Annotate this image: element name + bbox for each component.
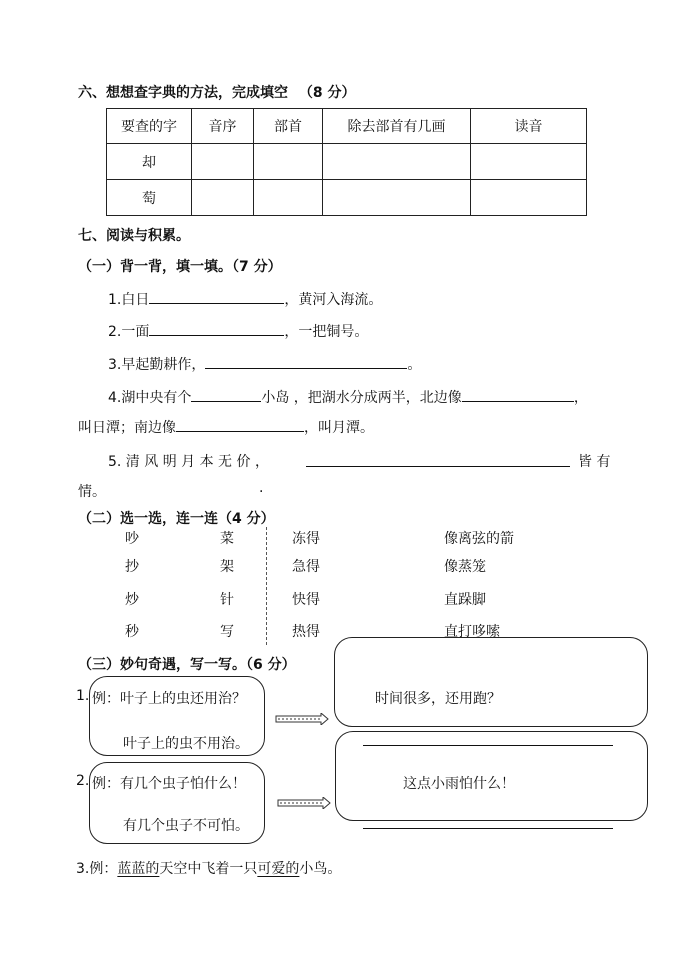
match-col2-item[interactable]: 菜 [220, 531, 234, 547]
q4-blank-2[interactable] [462, 386, 574, 402]
match-col4-item[interactable]: 直跺脚 [444, 592, 486, 608]
match-col1-item[interactable]: 抄 [125, 559, 139, 575]
table-header-cell: 音序 [192, 109, 254, 144]
table-cell-input[interactable] [323, 144, 471, 180]
q3-blank[interactable] [205, 353, 407, 369]
table-cell-char: 却 [107, 144, 192, 180]
match-col4-item[interactable]: 直打哆嗦 [444, 624, 500, 640]
table-cell-input[interactable] [192, 144, 254, 180]
example-1-line2: 叶子上的虫不用治。 [123, 736, 249, 752]
q4-blank-1[interactable] [191, 386, 261, 402]
table-cell-input[interactable] [254, 180, 323, 216]
q4-part-d: 叫日潭；南边像 [78, 420, 176, 436]
q1-suffix: ，黄河入海流。 [284, 292, 383, 308]
example-2-line2: 有几个虫子不可怕。 [123, 818, 249, 834]
example-3-underline-1: 蓝蓝的 [117, 861, 160, 877]
question-3 [108, 353, 421, 374]
example-3-underline-2: 可爱的 [257, 861, 300, 877]
question-5-blank[interactable] [306, 451, 570, 471]
q2-prefix: 2.一面 [108, 324, 150, 340]
match-col3-item[interactable]: 快得 [292, 592, 320, 608]
example-3 [76, 858, 341, 878]
question-5-line2: 情。 [78, 484, 106, 500]
section6-title: 六、想想查字典的方法，完成填空 [78, 85, 288, 101]
answer-2-blank[interactable] [363, 828, 613, 829]
question-5-suffix: 皆 有 [578, 454, 611, 470]
example-3-prefix: 3.例： [76, 861, 118, 877]
q4-blank-3[interactable] [176, 416, 304, 432]
q2-suffix: ，一把铜号。 [284, 324, 369, 340]
table-row [107, 144, 587, 180]
section6-score: （8 分） [298, 85, 356, 101]
table-cell-char: 萄 [107, 180, 192, 216]
example-2-number: 2. [76, 773, 90, 789]
example-1-line1: 例：叶子上的虫还用治？ [92, 691, 246, 707]
dictionary-table [106, 108, 587, 216]
table-cell-input[interactable] [471, 180, 587, 216]
table-cell-input[interactable] [254, 144, 323, 180]
q4-part-b: 小岛 ，把湖水分成两半，北边像 [261, 390, 462, 406]
match-col3-item[interactable]: 热得 [292, 624, 320, 640]
question-1 [108, 288, 382, 309]
answer-2-prompt: 这点小雨怕什么！ [403, 776, 515, 792]
match-col2-item[interactable]: 架 [220, 559, 234, 575]
part2-title: （二）选一选，连一连（4 分） [78, 511, 275, 527]
table-header-cell: 读音 [471, 109, 587, 144]
q3-prefix: 3.早起勤耕作， [108, 357, 206, 373]
table-row [107, 180, 587, 216]
q1-prefix: 1.白日 [108, 292, 150, 308]
answer-1-bubble [334, 637, 648, 727]
table-cell-input[interactable] [471, 144, 587, 180]
q2-blank[interactable] [149, 320, 284, 336]
match-col1-item[interactable]: 炒 [125, 592, 139, 608]
dashed-divider [266, 527, 267, 645]
answer-1-blank[interactable] [363, 745, 613, 746]
match-col1-item[interactable]: 秒 [125, 624, 139, 640]
table-header-cell: 部首 [254, 109, 323, 144]
table-cell-input[interactable] [192, 180, 254, 216]
question-4-line2 [78, 416, 374, 437]
match-col3-item[interactable]: 冻得 [292, 531, 320, 547]
section6-heading [78, 82, 356, 102]
example-3-middle: 天空中飞着一只 [159, 861, 258, 877]
arrow-right-icon [275, 713, 329, 725]
match-col1-item[interactable]: 吵 [125, 531, 139, 547]
q3-suffix: 。 [407, 357, 422, 373]
example-2-line1: 例：有几个虫子怕什么！ [92, 776, 246, 792]
match-col2-item[interactable]: 针 [220, 592, 234, 608]
match-col4-item[interactable]: 像蒸笼 [444, 559, 486, 575]
part3-title: （三）妙句奇遇，写一写。（6 分） [78, 657, 296, 673]
q4-part-a: 4.湖中央有个 [108, 390, 192, 406]
q4-part-e: ，叫月潭。 [304, 420, 374, 436]
section7-title: 七、阅读与积累。 [78, 228, 190, 244]
match-col3-item[interactable]: 急得 [292, 559, 320, 575]
question-5-prefix: 5. 清 风 明 月 本 无 价 ， [108, 454, 269, 470]
answer-1-prompt: 时间很多，还用跑？ [375, 691, 501, 707]
part1-title: （一）背一背，填一填。（7 分） [78, 259, 282, 275]
question-2 [108, 320, 368, 341]
question-4 [108, 386, 588, 407]
example-3-suffix: 小鸟。 [299, 861, 342, 877]
q1-blank[interactable] [149, 288, 284, 304]
arrow-right-icon [277, 797, 331, 809]
table-header-row [107, 109, 587, 144]
match-col2-item[interactable]: 写 [220, 624, 234, 640]
stray-dot: . [259, 480, 264, 496]
table-header-cell: 除去部首有几画 [323, 109, 471, 144]
table-header-cell: 要查的字 [107, 109, 192, 144]
match-col4-item[interactable]: 像离弦的箭 [444, 531, 514, 547]
q4-part-c: ， [573, 390, 588, 406]
table-cell-input[interactable] [323, 180, 471, 216]
example-1-number: 1. [76, 688, 90, 704]
